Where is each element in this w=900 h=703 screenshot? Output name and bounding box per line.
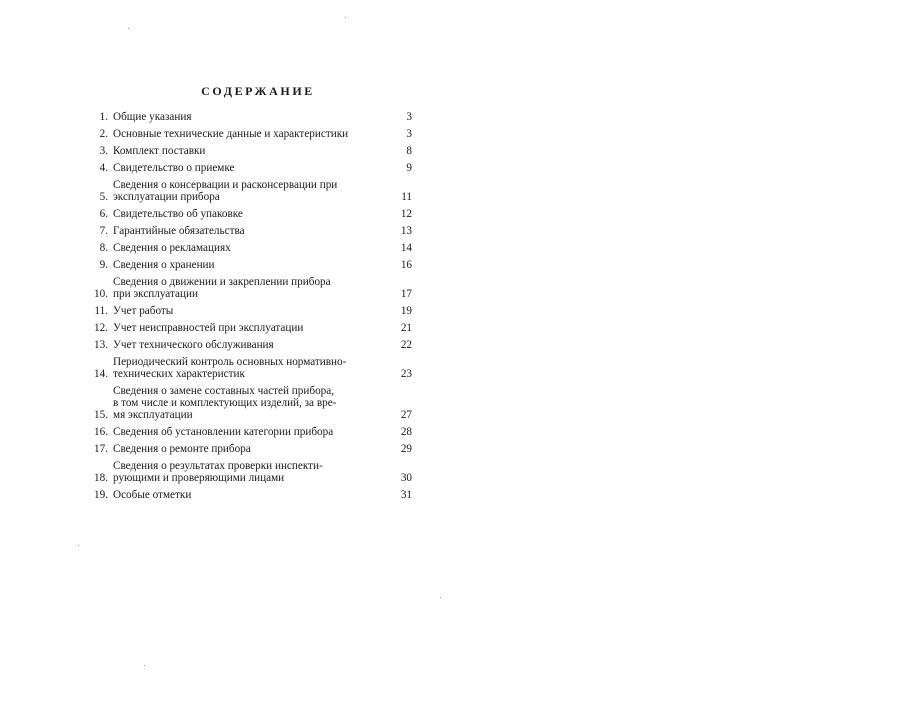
toc-entry-text: Сведения о движении и закреплении прибора при эксплуатации (113, 276, 331, 300)
toc-entry-page: 29 (400, 443, 412, 455)
toc-entry-text: Основные технические данные и характеристики (113, 128, 349, 140)
toc-entry-number: 1. (99, 111, 108, 123)
toc-entry (86, 322, 412, 334)
toc-entry-number: 15. (94, 409, 108, 421)
toc-entry-page: 3 (406, 111, 412, 123)
toc-entry (86, 305, 412, 317)
toc-entry-number: 4. (99, 162, 108, 174)
toc-entry-text: Сведения о рекламациях (113, 242, 231, 254)
toc-entry (86, 225, 412, 237)
toc-entry-text: Учет неисправностей при эксплуатации (113, 322, 304, 334)
toc-entry-text: Сведения о ремонте прибора (113, 443, 251, 455)
toc-entry-text: Учет работы (113, 305, 174, 317)
toc-entry-text: Сведения о результатах проверки инспекти- рующими и проверяющими лицами (113, 460, 323, 484)
toc-entry-text: Сведения о хранении (113, 259, 215, 271)
toc-entry-number: 19. (94, 489, 108, 501)
toc-entry-page: 27 (400, 409, 412, 421)
toc-entry-number: 11. (94, 305, 108, 317)
toc-entry-page: 17 (400, 288, 412, 300)
toc-entry-number: 13. (94, 339, 108, 351)
toc-entry-number: 9. (99, 259, 108, 271)
toc-entry-page: 28 (400, 426, 412, 438)
toc-entry-page: 3 (406, 128, 412, 140)
toc-entry-page: 22 (400, 339, 412, 351)
toc-entry-text: Свидетельство об упаковке (113, 208, 243, 220)
toc-entry-page: 11 (401, 191, 412, 203)
toc-entry-page: 12 (400, 208, 412, 220)
toc-entry (86, 426, 412, 438)
toc-entry-page: 21 (400, 322, 412, 334)
toc-entry (86, 276, 412, 300)
scan-speck (345, 17, 346, 18)
toc-entry (86, 259, 412, 271)
toc-entry (86, 356, 412, 380)
toc-entry-text: Учет технического обслуживания (113, 339, 274, 351)
toc-entry-text: Свидетельство о приемке (113, 162, 235, 174)
toc-entry-page: 30 (400, 472, 412, 484)
toc-entry-number: 8. (99, 242, 108, 254)
toc-entry-text: Общие указания (113, 111, 192, 123)
toc-entry (86, 179, 412, 203)
toc-entry-number: 14. (94, 368, 108, 380)
toc-list (86, 111, 412, 501)
toc-entry-page: 13 (400, 225, 412, 237)
toc-entry-text: Комплект поставки (113, 145, 206, 157)
toc-entry-text: Периодический контроль основных нормативно- технических характеристик (113, 356, 347, 380)
toc-entry-text: Сведения об установлении категории прибора (113, 426, 334, 438)
toc-entry-number: 10. (94, 288, 108, 300)
toc-entry-number: 7. (99, 225, 108, 237)
toc-entry (86, 443, 412, 455)
toc-entry (86, 162, 412, 174)
toc-entry (86, 242, 412, 254)
scan-speck (440, 597, 441, 598)
toc-entry (86, 128, 412, 140)
toc-entry-number: 5. (99, 191, 108, 203)
toc-entry (86, 111, 412, 123)
toc-entry-number: 18. (94, 472, 108, 484)
scan-speck (144, 665, 145, 666)
toc-entry-number: 2. (99, 128, 108, 140)
toc-entry-number: 12. (94, 322, 108, 334)
toc-entry-page: 19 (400, 305, 412, 317)
toc-entry-page: 31 (400, 489, 412, 501)
toc-title: СОДЕРЖАНИЕ (201, 84, 315, 98)
scan-speck (128, 28, 129, 29)
toc-entry-number: 16. (94, 426, 108, 438)
toc-entry-page: 23 (400, 368, 412, 380)
toc-entry-page: 16 (400, 259, 412, 271)
toc-entry (86, 339, 412, 351)
toc-entry-number: 6. (99, 208, 108, 220)
toc-entry (86, 489, 412, 501)
toc-entry-text: Сведения о замене составных частей прибора, в том числе и комплектующих изделий, за вре- мя эксплуатации (113, 385, 337, 421)
toc-entry-text: Гарантийные обязательства (113, 225, 245, 237)
toc-entry (86, 145, 412, 157)
toc-entry (86, 208, 412, 220)
toc-entry-number: 3. (99, 145, 108, 157)
toc-entry-page: 9 (406, 162, 412, 174)
toc-entry (86, 460, 412, 484)
scan-speck (78, 545, 79, 546)
toc-entry-page: 8 (406, 145, 412, 157)
toc-entry (86, 385, 412, 421)
toc-entry-text: Сведения о консервации и расконсервации при эксплуатации прибора (113, 179, 338, 203)
toc-entry-text: Особые отметки (113, 489, 192, 501)
toc-entry-number: 17. (94, 443, 108, 455)
toc-entry-page: 14 (400, 242, 412, 254)
